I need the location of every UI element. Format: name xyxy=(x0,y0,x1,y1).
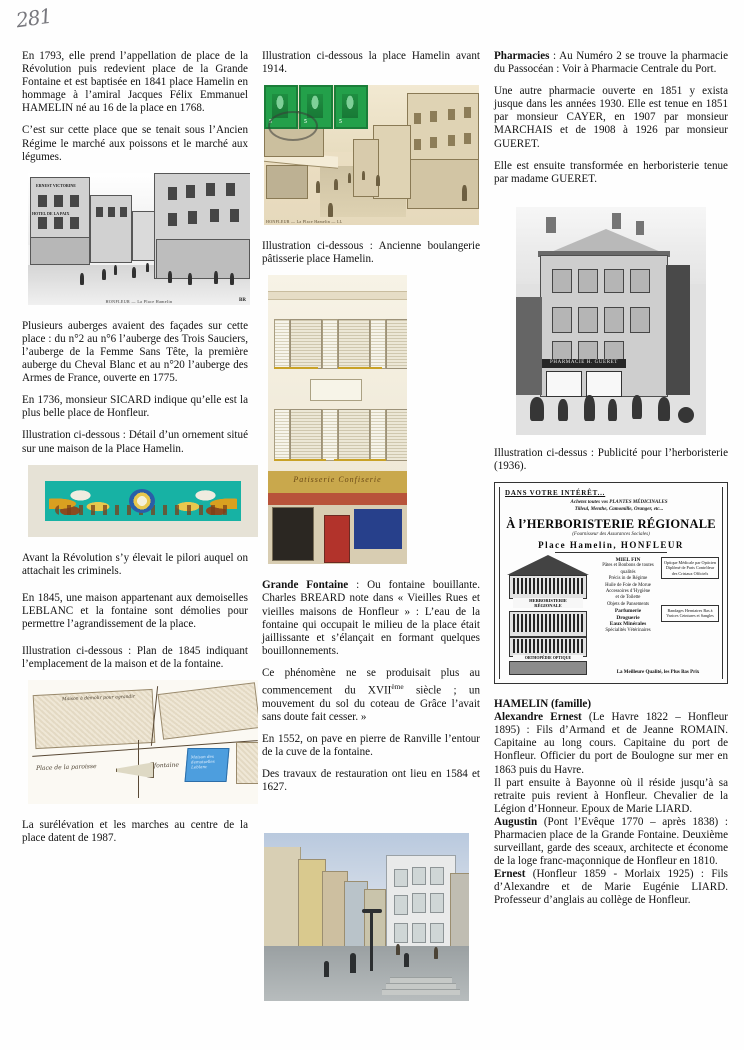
window xyxy=(430,867,444,885)
bollard xyxy=(350,953,356,973)
stamp-value: 5 xyxy=(269,119,272,126)
paragraph-alexandre-ernest-2: Il part ensuite à Bayonne où il réside jusqu’à sa retraite puis revient à Honfleur. Chevalier de la Légion d’Honneur. Epoux de Marie LIARD. xyxy=(494,776,728,815)
pedestrian xyxy=(434,947,438,959)
heading-hamelin-famille xyxy=(494,698,728,711)
window xyxy=(552,341,572,361)
shop-window xyxy=(586,371,622,397)
window xyxy=(430,111,437,122)
caption-publicite-herboristerie: Illustration ci-dessus : Publicité pour l’herboristerie (1936). xyxy=(494,446,728,472)
window xyxy=(578,341,598,361)
ad-place: Place Hamelin, HONFLEUR xyxy=(538,540,684,551)
paragraph-auberges: Plusieurs auberges avaient des façades sur cette place : du n°2 au n°6 l’auberge des Trois Sauciers, l’auberge de la Femme Sans Tête, la première auberge du Cheval Blanc et au n°20 l’auberge des Armes de France, ouverte en 1775. xyxy=(22,319,248,385)
window xyxy=(630,269,650,293)
paragraph-herboristerie-gueret: Elle est ensuite transformée en herboristerie tenue par madame GUERET. xyxy=(494,159,728,185)
heading-grande-fontaine: Grande Fontaine xyxy=(262,579,349,592)
caption-ornament: Illustration ci-dessous : Détail d’un ornement situé sur une maison de la Place Hamelin. xyxy=(22,429,248,455)
cornice xyxy=(268,291,407,300)
plan-1845-image xyxy=(28,680,258,804)
pharmacies-text: : Au Numéro 2 se trouve la pharmacie du Passocéan : Voir à Pharmacie Centrale du Port. xyxy=(494,50,728,76)
window-pane xyxy=(338,319,370,369)
stamp-value: 5 xyxy=(339,119,342,126)
plan-blue-box-label: Maison des demoiselles Leblanc xyxy=(190,754,215,770)
pharmacy-sign: PHARMACIE H. GUERET xyxy=(542,359,626,368)
ad-shop-label-1-text: HERBORISTERIE xyxy=(529,598,567,604)
caption-ancienne-boulangerie: Illustration ci-dessous : Ancienne boulangerie pâtisserie place Hamelin. xyxy=(262,240,480,266)
window xyxy=(430,923,444,943)
ad-product-list xyxy=(595,557,661,634)
window xyxy=(578,307,598,333)
window xyxy=(168,213,177,226)
ad-rule xyxy=(555,552,667,553)
ad-subline xyxy=(521,500,717,513)
step xyxy=(386,983,456,989)
step xyxy=(390,977,452,983)
photo-pharmacie-gueret xyxy=(516,207,706,435)
ad-item-1: Pâtes et Bonbons de toutes qualités xyxy=(602,563,654,575)
handwritten-page-number: 281 xyxy=(14,3,53,33)
paragraph-restauration: Des travaux de restauration ont lieu en 1584 et 1627. xyxy=(262,768,480,794)
pedestrian xyxy=(530,397,544,421)
photo-ancienne-boulangerie-patisserie xyxy=(268,275,407,564)
window xyxy=(552,269,572,293)
window-pane xyxy=(386,409,407,461)
window xyxy=(70,217,79,229)
window xyxy=(448,109,455,120)
shop-window xyxy=(546,371,582,397)
three-column-layout xyxy=(22,50,728,1001)
ad-item-6: Objets de Pansements xyxy=(606,601,650,607)
century-ordinal-suffix: ème xyxy=(391,682,404,692)
sign-hotel-de-la-paix: HOTEL DE LA PAIX xyxy=(32,210,70,216)
window xyxy=(464,107,471,118)
ad-subline-2: Tilleul, Menthe, Camomille, Oranger, etc... xyxy=(574,506,664,512)
window xyxy=(54,195,63,207)
window xyxy=(578,269,598,293)
pedestrian xyxy=(558,399,568,421)
ad-item-2: Précis in de Régime xyxy=(608,576,648,582)
postcard-corner-mark: BR xyxy=(239,297,246,303)
ad-item-8: Droguerie xyxy=(616,614,640,621)
chimney xyxy=(612,213,621,229)
ad-border-right xyxy=(722,487,723,679)
window xyxy=(120,207,127,217)
shopfront-left xyxy=(30,237,90,265)
plan-handwriting-left: Place de la paroisse xyxy=(35,763,97,773)
member-name-alexandre: Alexandre Ernest xyxy=(494,711,582,724)
pram xyxy=(678,407,694,423)
window-pane xyxy=(386,319,407,369)
window xyxy=(630,307,650,333)
heading-pharmacies: Pharmacies xyxy=(494,50,550,62)
house-left-1 xyxy=(264,847,301,957)
window xyxy=(230,209,239,222)
paragraph-autre-pharmacie: Une autre pharmacie ouverte en 1851 y exista jusque dans les années 1930. Elle est tenue en 1851 par monsieur CAYER, en 1907 par monsieur MARCHAIS et de 1908 à 1926 par monsieur GUERET. xyxy=(494,85,728,150)
stamp-value: 5 xyxy=(304,119,307,126)
window xyxy=(414,113,421,124)
balcony-rail xyxy=(274,367,318,369)
pedestrian xyxy=(658,397,670,421)
photo-place-hamelin-actuelle xyxy=(264,833,469,1001)
pedestrian xyxy=(362,171,365,180)
window xyxy=(188,211,197,224)
window xyxy=(604,341,624,361)
pedestrian xyxy=(230,273,234,285)
building-center xyxy=(90,195,132,263)
street-lamp xyxy=(370,911,373,971)
ad-item-9: Eaux Minérales xyxy=(609,621,647,628)
shop-grid-2 xyxy=(513,614,583,632)
pedestrian xyxy=(316,181,320,193)
pedestrian xyxy=(376,175,380,186)
window-pane xyxy=(290,319,322,369)
plan-parcel-far-right xyxy=(236,742,258,784)
building-mid xyxy=(132,211,156,261)
plan-handwriting-fontaine: fontaine xyxy=(153,761,180,770)
window xyxy=(412,867,426,885)
ad-line-interest: DANS VOTRE INTÉRÊT... xyxy=(505,489,606,498)
ad-border-left xyxy=(499,487,500,679)
paragraph-grande-fontaine xyxy=(262,579,480,658)
ad-item-3: Huile de Foie de Morue xyxy=(605,582,651,588)
building-far xyxy=(353,139,379,197)
ad-shop-illustration xyxy=(507,555,589,673)
plan-fontaine-symbol xyxy=(116,762,154,778)
member-name-augustin: Augustin xyxy=(494,815,538,828)
member-text-alexandre: (Le Havre 1822 – Honfleur 1895) : Fils d’Armand et de Jeanne ROMAIN. Capitaine au long cours. Capitaine du port de Honfleur. Officier du port de Boulogne sur mer en 1863 puis du Havre. xyxy=(494,711,728,776)
pedestrian xyxy=(462,185,467,201)
balcony-rail xyxy=(334,459,386,461)
balcony-rail xyxy=(338,367,382,369)
pedestrian xyxy=(102,269,106,280)
window xyxy=(96,207,103,217)
shop-door xyxy=(324,515,350,563)
adjacent-building xyxy=(666,265,690,395)
shop-window xyxy=(272,507,314,561)
pedestrian xyxy=(80,273,84,285)
window xyxy=(226,183,235,196)
window xyxy=(552,307,572,333)
plan-parcel-right xyxy=(158,682,258,740)
pedestrian xyxy=(632,395,642,419)
ad-title: À l’HERBORISTERIE RÉGIONALE xyxy=(506,517,716,532)
paragraph-pilori: Avant la Révolution s’y élevait le pilori auquel on attachait les criminels. xyxy=(22,551,248,577)
window xyxy=(430,893,444,913)
ornament-rosette xyxy=(129,489,155,513)
shutter xyxy=(322,409,338,461)
left-column xyxy=(22,50,248,845)
window xyxy=(604,269,624,293)
ad-box-optique: Optique Médicale par Opticien Diplômé de Paris Contrôleur des Cristaux Officiels xyxy=(661,557,719,579)
ad-box-bandages: Bandages Herniaires Bas à Varices Ceintures et Sangles xyxy=(661,605,719,622)
ad-item-0: MIEL FIN xyxy=(615,557,641,564)
commemorative-plaque xyxy=(310,379,362,401)
window xyxy=(168,187,177,200)
phenomene-part-a: Ce phénomène ne se produisait plus au commencement du XVII xyxy=(262,666,480,697)
shopfront-right xyxy=(407,159,479,209)
paragraph-pharmacies xyxy=(494,50,728,76)
right-column xyxy=(494,50,728,908)
window xyxy=(412,923,426,943)
phenomene-part-b: siècle ; un mouvement du sol du coteau de Grâce l’avait sans doute fait cesser. » xyxy=(262,684,480,723)
plan-handwriting-top: Maison à démolir pour agrandir xyxy=(61,694,136,703)
balcony-rail xyxy=(274,459,326,461)
ad-item-7: Parfumerie xyxy=(614,608,642,615)
bollard xyxy=(324,961,329,977)
heading-hamelin-famille-text: HAMELIN (famille) xyxy=(494,698,592,711)
paragraph-ernest xyxy=(494,868,728,907)
paragraph-pavage-1552: En 1552, on pave en pierre de Ranville l’entour de la cuve de la fontaine. xyxy=(262,733,480,759)
window xyxy=(210,209,219,222)
shopfront-sign: Patisserie Confiserie xyxy=(293,475,382,485)
paragraph-demolition-1845: En 1845, une maison appartenant aux demoiselles LEBLANC et la fontaine sont démolies pour permettre l’agrandissement de la place. xyxy=(22,591,248,630)
pedestrian xyxy=(188,273,192,285)
ad-shop-label-1 xyxy=(513,598,583,608)
bollard xyxy=(404,953,409,967)
postmark xyxy=(268,111,318,141)
window xyxy=(430,137,437,148)
window xyxy=(412,893,426,913)
ad-item-10: Spécialités Vétérinaires xyxy=(605,627,651,633)
caption-plan-1845: Illustration ci-dessous : Plan de 1845 indiquant l’emplacement de la maison et de la fontaine. xyxy=(22,645,248,671)
market-stall xyxy=(266,165,308,199)
window xyxy=(38,217,47,229)
ornament-detail-image xyxy=(28,465,258,537)
window xyxy=(464,133,471,144)
ad-item-4: Accessoires d’Hygiène xyxy=(605,589,651,595)
paragraph-sicard: En 1736, monsieur SICARD indique qu’elle est la plus belle place de Honfleur. xyxy=(22,394,248,420)
window xyxy=(394,869,408,887)
postcard-caption: HONFLEUR — La Place Hamelin — LL xyxy=(266,219,343,225)
ornament-band xyxy=(45,481,241,521)
shop-awning xyxy=(268,493,407,505)
pedestrian xyxy=(328,203,333,217)
window xyxy=(186,185,195,198)
window xyxy=(414,139,421,150)
window xyxy=(70,195,79,207)
pedestrian xyxy=(168,271,172,283)
pedestrian xyxy=(214,271,218,284)
postcard-place-hamelin-bw xyxy=(28,173,250,305)
paragraph-alexandre-ernest xyxy=(494,711,728,776)
window xyxy=(448,135,455,146)
pedestrian xyxy=(608,399,617,421)
shop-ground xyxy=(509,661,587,675)
ad-shop-label-2-text: RÉGIONALE xyxy=(534,603,562,609)
pedestrian xyxy=(348,173,351,183)
ad-footer: La Meilleure Qualité, les Plus Bas Prix xyxy=(616,670,700,676)
shutter xyxy=(322,319,338,369)
window xyxy=(604,307,624,333)
window xyxy=(394,895,408,915)
paragraph-phenomene xyxy=(262,667,480,724)
ad-shop-label-3: ORTHOPÉDIE OPTIQUE xyxy=(513,655,583,660)
pedestrian xyxy=(146,263,149,272)
pedestrian xyxy=(114,265,117,275)
shop-grid-3 xyxy=(513,578,583,594)
ad-subtitle: (Fournisseur des Assurances Sociales) xyxy=(572,532,650,538)
paragraph-surelevation-1987: La surélévation et les marches au centre de la place datent de 1987. xyxy=(22,819,248,845)
shop-window-display xyxy=(354,509,402,549)
caption-postcard-1914: Illustration ci-dessous la place Hamelin avant 1914. xyxy=(262,50,480,76)
adjacent-building-left xyxy=(516,297,542,395)
shutter xyxy=(370,409,386,461)
window xyxy=(38,195,47,207)
member-text-ernest: (Honfleur 1859 - Morlaix 1925) : Fils d’Alexandre et de Marie Eugénie LIARD. Professeur d’anglais au collège de Honfleur. xyxy=(494,868,728,907)
street-lamp-arm xyxy=(362,909,382,913)
window-pane xyxy=(338,409,370,461)
postcard-caption: HONFLEUR — La Place Hamelin xyxy=(105,298,173,304)
step xyxy=(382,989,460,995)
ad-item-5: et de Toilette xyxy=(615,595,641,601)
pedestrian xyxy=(396,944,400,955)
shop-roof xyxy=(507,555,589,575)
member-name-ernest: Ernest xyxy=(494,868,526,881)
pedestrian xyxy=(584,395,595,421)
window-pane xyxy=(290,409,322,461)
shutter xyxy=(274,409,290,461)
middle-column xyxy=(262,50,480,1001)
publicite-herboristerie-regionale xyxy=(494,482,728,684)
paragraph-ancien-regime: C’est sur cette place que se tenait sous l’Ancien Régime le marché aux poissons et le marché aux légumes. xyxy=(22,124,248,163)
sign-ernest-victorine: ERNEST VICTORINE xyxy=(36,182,76,188)
paragraph-augustin xyxy=(494,816,728,868)
window xyxy=(54,217,63,229)
paragraph-revolution: En 1793, elle prend l’appellation de place de la Révolution puis redevient place de la Grande Fontaine et est baptisée en 1841 place Hamelin en hommage à l’amiral Jacques Félix Emmanuel HAMELIN né au 16 de la place en 1768. xyxy=(22,50,248,115)
shutter xyxy=(370,319,386,369)
window xyxy=(394,923,408,943)
postcard-place-hamelin-sepia xyxy=(264,85,479,225)
window xyxy=(108,207,115,217)
pedestrian xyxy=(334,179,338,190)
window xyxy=(206,183,215,196)
shop-grid-1 xyxy=(513,639,583,653)
shutter xyxy=(274,319,290,369)
ad-subline-1: Achetez toutes vos PLANTES MÉDICINALES xyxy=(570,500,668,506)
member-text-augustin: (Pont l’Evêque 1770 – après 1838) : Pharmacien place de la Grande Fontaine. Deuxième surveillant, garde des sceaux, architecte et économe de la loge franc-maçonnique de Honfleur en 1810. xyxy=(494,815,728,868)
grande-fontaine-text: : Ou fontaine bouillante. Charles BREARD note dans « Vieilles Rues et vieilles maisons de Honfleur » : L’eau de la fontaine qui occupait le milieu de la place était jaillissante et s’élançait en formant quelques bouillonnements. xyxy=(262,579,480,657)
postage-stamp xyxy=(334,85,368,129)
pedestrian xyxy=(132,267,136,278)
